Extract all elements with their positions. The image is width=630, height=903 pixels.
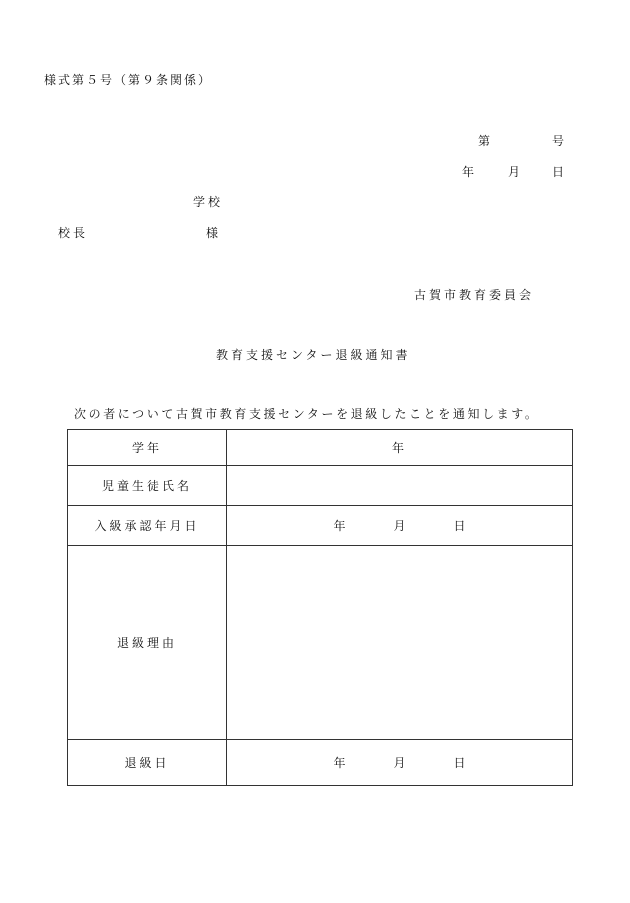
grade-value[interactable]: 年	[227, 430, 573, 466]
entry-date-label: 入級承認年月日	[68, 506, 227, 546]
issue-date-day: 日	[552, 165, 568, 179]
entry-date-year: 年	[333, 519, 346, 533]
addressee-school: 学校	[193, 195, 224, 209]
table-row-grade	[68, 430, 573, 466]
form-number-label: 様式第５号（第９条関係）	[44, 73, 213, 87]
exit-date-month: 月	[393, 756, 406, 770]
document-title: 教育支援センター退級通知書	[216, 348, 411, 362]
student-name-value[interactable]	[227, 466, 573, 506]
exit-date-day: 日	[453, 756, 466, 770]
issuer-name: 古賀市教育委員会	[414, 288, 535, 302]
withdrawal-form-table	[67, 429, 573, 786]
exit-date-value[interactable]	[227, 740, 573, 786]
table-row-entry-date	[68, 506, 573, 546]
table-row-exit-date	[68, 740, 573, 786]
table-row-student-name	[68, 466, 573, 506]
grade-label: 学年	[68, 430, 227, 466]
issue-date-year: 年	[462, 165, 478, 179]
table-row-reason	[68, 546, 573, 740]
document-number-prefix: 第	[478, 134, 494, 148]
document-number-suffix: 号	[552, 134, 568, 148]
reason-label: 退級理由	[68, 546, 227, 740]
entry-date-value[interactable]	[227, 506, 573, 546]
exit-date-label: 退級日	[68, 740, 227, 786]
intro-statement: 次の者について古賀市教育支援センターを退級したことを通知します。	[74, 407, 540, 421]
entry-date-day: 日	[453, 519, 466, 533]
issue-date-month: 月	[508, 165, 524, 179]
addressee-honorific: 様	[206, 226, 222, 240]
exit-date-year: 年	[333, 756, 346, 770]
student-name-label: 児童生徒氏名	[68, 466, 227, 506]
reason-value[interactable]	[227, 546, 573, 740]
entry-date-month: 月	[393, 519, 406, 533]
addressee-principal: 校長	[58, 226, 89, 240]
